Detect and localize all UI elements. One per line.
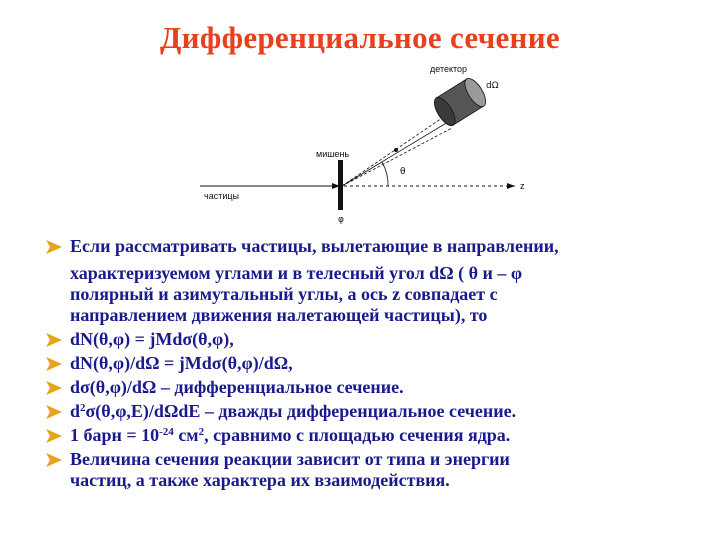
bullet-text-part: σ(θ,φ,E)/dΩdE – дважды дифференциальное сечение. bbox=[85, 401, 517, 421]
superscript: 2 bbox=[80, 402, 86, 414]
scatter-point bbox=[394, 148, 398, 152]
domega-label: dΩ bbox=[486, 81, 499, 91]
bullet-text-part: см bbox=[173, 425, 199, 445]
bullet-line: Если рассматривать частицы, вылетающие в направлении, bbox=[70, 236, 559, 256]
bullet-text-part: 1 барн = 10 bbox=[70, 425, 160, 445]
bullet-text-part: d bbox=[70, 401, 81, 421]
bullet-line: полярный и азимутальный углы, а ось z совпадает с bbox=[70, 284, 498, 304]
detector bbox=[430, 75, 489, 129]
particles-label: частицы bbox=[204, 191, 239, 201]
bullet-item bbox=[46, 353, 696, 374]
bullet-item bbox=[46, 401, 696, 422]
bullet-item bbox=[46, 329, 696, 350]
scattering-diagram-svg bbox=[190, 62, 550, 230]
bullet-arrow-icon bbox=[46, 405, 62, 419]
bullet-arrow-icon bbox=[46, 453, 62, 467]
bullet-arrow-icon bbox=[46, 357, 62, 371]
bullet-line: характеризуемом углами и в телесный угол dΩ ( θ и – φ bbox=[70, 263, 523, 283]
phi-label: φ bbox=[338, 215, 344, 225]
bullet-arrow-icon bbox=[46, 240, 62, 254]
theta-label: θ bbox=[400, 167, 406, 177]
theta-arc bbox=[382, 162, 388, 186]
bullet-item bbox=[46, 236, 696, 326]
detector-label: детектор bbox=[430, 64, 468, 74]
scatter-direction bbox=[342, 122, 448, 186]
bullet-line: Величина сечения реакции зависит от типа и энергии bbox=[70, 449, 510, 469]
bullet-list bbox=[46, 236, 696, 494]
z-label: z bbox=[520, 181, 525, 191]
bullet-text: dσ(θ,φ)/dΩ – дифференциальное сечение. bbox=[70, 377, 404, 397]
target-label: мишень bbox=[316, 149, 350, 159]
bullet-item bbox=[46, 425, 696, 446]
bullet-item bbox=[46, 377, 696, 398]
bullet-line: направлением движения налетающей частицы), то bbox=[70, 305, 488, 325]
bullet-arrow-icon bbox=[46, 429, 62, 443]
z-axis-arrow bbox=[507, 183, 515, 189]
bullet-item bbox=[46, 449, 696, 491]
bullet-text-part: , сравнимо с площадью сечения ядра. bbox=[204, 425, 511, 445]
bullet-arrow-icon bbox=[46, 381, 62, 395]
bullet-arrow-icon bbox=[46, 333, 62, 347]
slide-title: Дифференциальное сечение bbox=[160, 20, 560, 55]
cone-line-upper bbox=[342, 116, 445, 186]
scattering-diagram bbox=[190, 62, 550, 230]
superscript: -24 bbox=[159, 426, 174, 438]
target-plate bbox=[338, 160, 343, 210]
cone-line-lower bbox=[342, 128, 452, 186]
bullet-line: частиц, а также характера их взаимодействия. bbox=[70, 470, 450, 490]
superscript: 2 bbox=[198, 426, 205, 438]
bullet-text: dN(θ,φ)/dΩ = jMdσ(θ,φ)/dΩ, bbox=[70, 353, 293, 373]
bullet-text: dN(θ,φ) = jMdσ(θ,φ), bbox=[70, 329, 234, 349]
